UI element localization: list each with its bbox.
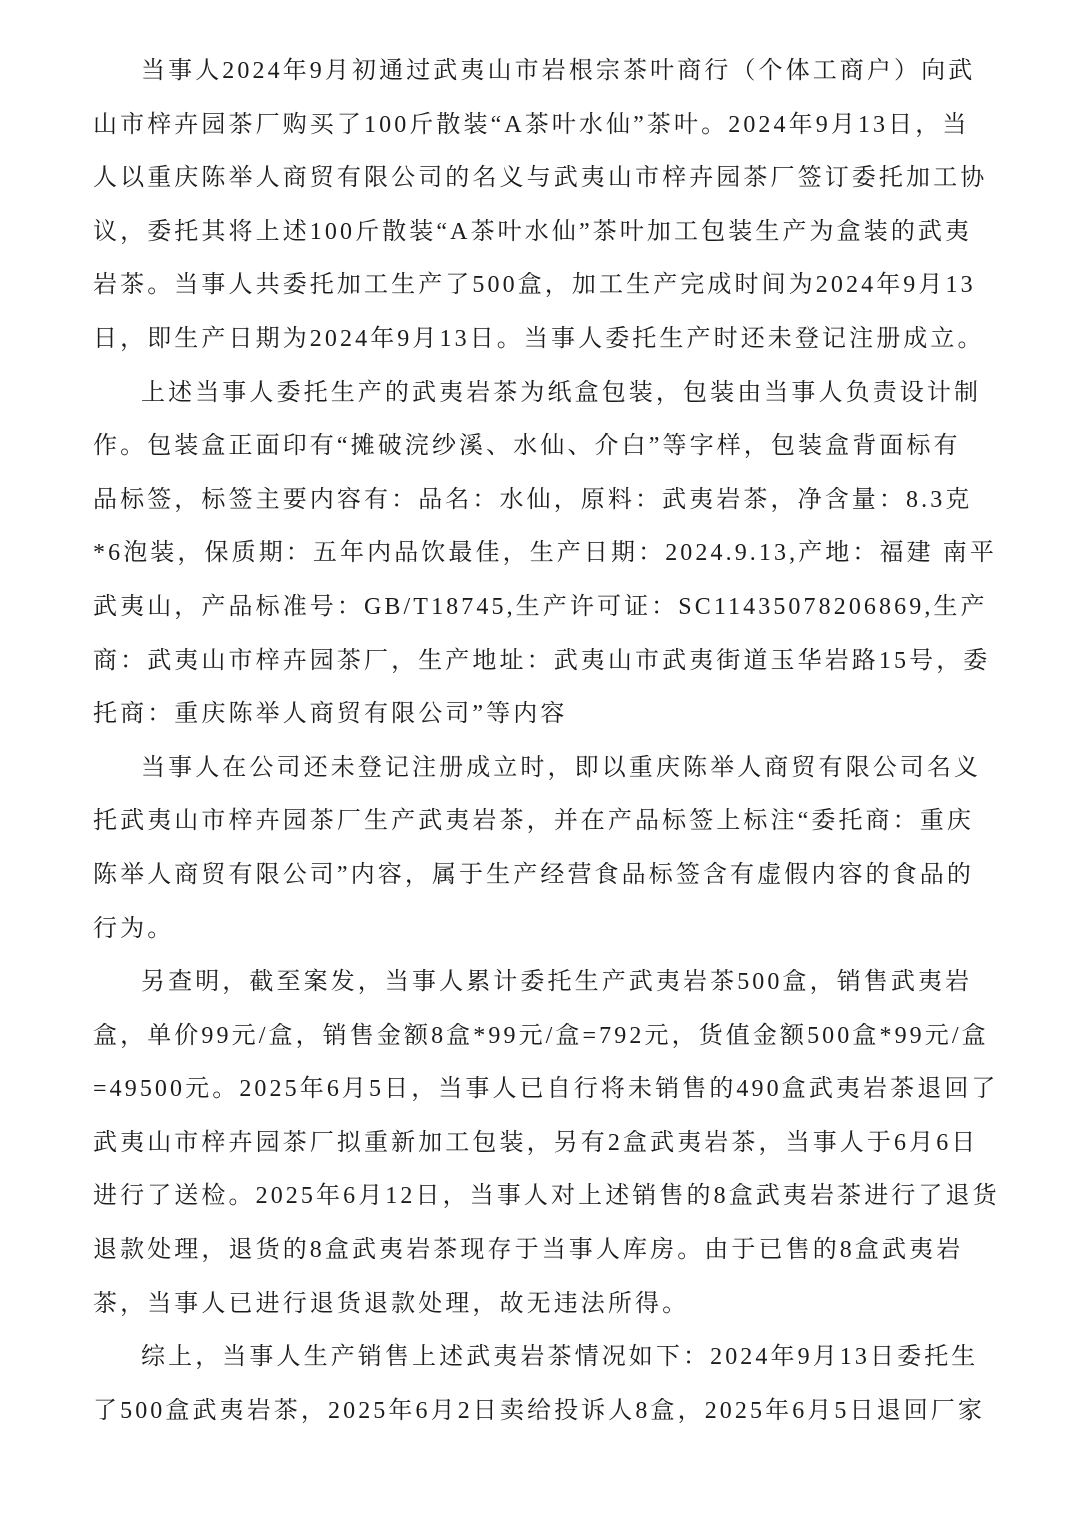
text-line: 品标签，标签主要内容有：品名：水仙，原料：武夷岩茶，净含量：8.3克 [93,486,973,513]
text-line: 另查明，截至案发，当事人累计委托生产武夷岩茶500盒，销售武夷岩 [141,969,973,996]
text-line: 茶，当事人已进行退货退款处理，故无违法所得。 [93,1290,690,1317]
text-line: 岩茶。当事人共委托加工生产了500盒，加工生产完成时间为2024年9月13 [93,272,976,299]
text-line: =49500元。2025年6月5日，当事人已自行将未销售的490盒武夷岩茶退回了 [93,1076,999,1103]
text-line: 武夷山，产品标准号：GB/T18745,生产许可证：SC11435078206869,生产 [93,593,988,620]
text-line: 人以重庆陈举人商贸有限公司的名义与武夷山市梓卉园茶厂签订委托加工协 [93,165,988,192]
text-line: 综上，当事人生产销售上述武夷岩茶情况如下：2024年9月13日委托生 [141,1344,979,1371]
text-line: *6泡装，保质期：五年内品饮最佳，生产日期：2024.9.13,产地：福建 南平 [93,540,997,567]
document-body [93,45,1000,1438]
text-line: 陈举人商贸有限公司”内容，属于生产经营食品标签含有虚假内容的食品的 [93,861,974,888]
text-line: 进行了送检。2025年6月12日，当事人对上述销售的8盒武夷岩茶进行了退货 [93,1183,1000,1210]
text-line: 托商：重庆陈举人商贸有限公司”等内容 [93,701,568,728]
text-line: 日，即生产日期为2024年9月13日。当事人委托生产时还未登记注册成立。 [93,325,985,352]
text-line: 当事人在公司还未登记注册成立时，即以重庆陈举人商贸有限公司名义 [141,754,982,781]
text-line: 商：武夷山市梓卉园茶厂，生产地址：武夷山市武夷街道玉华岩路15号，委 [93,647,991,674]
text-line: 上述当事人委托生产的武夷岩茶为纸盒包装，包装由当事人负责设计制 [141,379,982,406]
text-line: 盒，单价99元/盒，销售金额8盒*99元/盒=792元，货值金额500盒*99元/盒 [93,1022,989,1049]
text-line: 武夷山市梓卉园茶厂拟重新加工包装，另有2盒武夷岩茶，当事人于6月6日 [93,1129,979,1156]
text-line: 作。包装盒正面印有“摊破浣纱溪、水仙、介白”等字样，包装盒背面标有 [93,433,961,460]
text-line: 托武夷山市梓卉园茶厂生产武夷岩茶，并在产品标签上标注“委托商：重庆 [93,808,974,835]
text-line: 了500盒武夷岩茶，2025年6月2日卖给投诉人8盒，2025年6月5日退回厂家 [93,1397,985,1424]
text-line: 山市梓卉园茶厂购买了100斤散装“A茶叶水仙”茶叶。2024年9月13日，当 [93,111,970,138]
text-line: 退款处理，退货的8盒武夷岩茶现存于当事人库房。由于已售的8盒武夷岩 [93,1237,964,1264]
text-line: 议，委托其将上述100斤散装“A茶叶水仙”茶叶加工包装生产为盒装的武夷 [93,218,973,245]
text-line: 当事人2024年9月初通过武夷山市岩根宗茶叶商行（个体工商户）向武 [141,58,976,84]
text-line: 行为。 [93,915,175,942]
